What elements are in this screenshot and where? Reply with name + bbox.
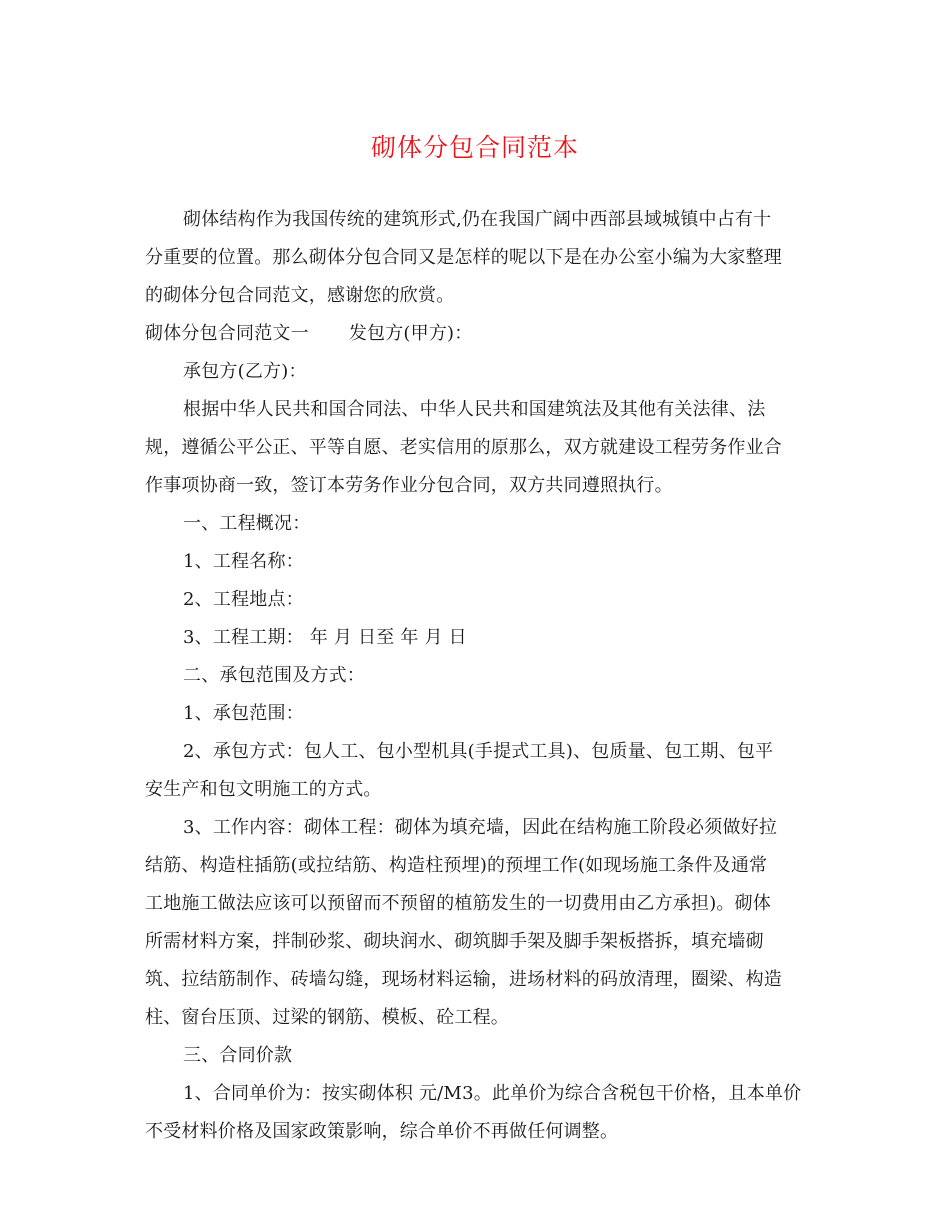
- document-title: 砌体分包合同范本: [370, 133, 579, 162]
- section-2-item-3-line-1: 3、工作内容：砌体工程：砌体为填充墙，因此在结构施工阶段必须做好拉: [183, 817, 778, 838]
- section-2-item-2-line-1: 2、承包方式：包人工、包小型机具(手提式工具)、包质量、包工期、包平: [183, 741, 774, 762]
- section-1-item-2: 2、工程地点：: [183, 589, 304, 610]
- section-2-item-2-line-2: 安生产和包文明施工的方式。: [145, 779, 382, 800]
- section-3-heading: 三、合同价款: [183, 1045, 293, 1066]
- section-2-item-3-line-5: 筑、拉结筋制作、砖墙勾缝，现场材料运输，进场材料的码放清理，圈梁、构造: [145, 969, 782, 990]
- section-2-item-3-line-4: 所需材料方案，拌制砂浆、砌块润水、砌筑脚手架及脚手架板搭拆，填充墙砌: [145, 931, 764, 952]
- section-2-heading: 二、承包范围及方式：: [183, 665, 365, 686]
- section-2-item-3-line-6: 柱、窗台压顶、过梁的钢筋、模板、砼工程。: [145, 1007, 509, 1028]
- section-1-item-3: 3、工程工期： 年 月 日至 年 月 日: [183, 627, 467, 648]
- sample-heading: 砌体分包合同范文一: [145, 323, 309, 344]
- section-1-heading: 一、工程概况：: [183, 513, 311, 534]
- preamble-line-1: 根据中华人民共和国合同法、中华人民共和国建筑法及其他有关法律、法: [183, 399, 766, 420]
- section-2-item-3-line-2: 结筋、构造柱插筋(或拉结筋、构造柱预埋)的预埋工作(如现场施工条件及通常: [145, 855, 768, 876]
- section-1-item-1: 1、工程名称：: [183, 551, 304, 572]
- intro-line-1: 砌体结构作为我国传统的建筑形式,仍在我国广阔中西部县域城镇中占有十: [183, 209, 772, 230]
- section-2-item-1: 1、承包范围：: [183, 703, 304, 724]
- section-2-item-3-line-3: 工地施工做法应该可以预留而不预留的植筋发生的一切费用由乙方承担)。砌体: [145, 893, 772, 914]
- party-b-label: 承包方(乙方)：: [183, 361, 307, 382]
- intro-line-3: 的砌体分包合同范文，感谢您的欣赏。: [145, 285, 455, 306]
- preamble-line-2: 规，遵循公平公正、平等自愿、老实信用的原那么，双方就建设工程劳务作业合: [145, 437, 782, 458]
- section-3-item-1-line-2: 不受材料价格及国家政策影响，综合单价不再做任何调整。: [145, 1121, 619, 1142]
- sample-heading-row: [145, 322, 805, 346]
- section-3-item-1-line-1: 1、合同单价为：按实砌体积 元/M3。此单价为综合含税包干价格，且本单价: [183, 1083, 802, 1104]
- preamble-line-3: 作事项协商一致，签订本劳务作业分包合同，双方共同遵照执行。: [145, 475, 673, 496]
- party-a-label: 发包方(甲方)：: [348, 323, 473, 344]
- intro-line-2: 分重要的位置。那么砌体分包合同又是怎样的呢以下是在办公室小编为大家整理: [145, 247, 782, 268]
